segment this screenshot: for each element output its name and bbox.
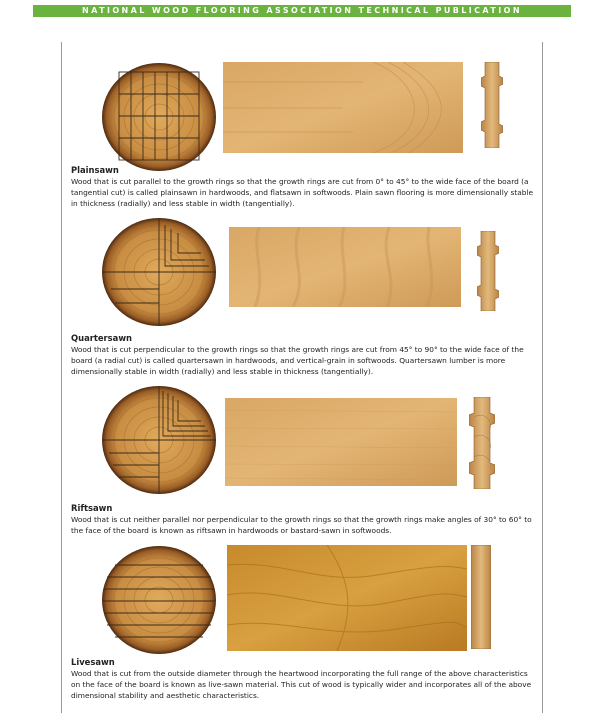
quartersawn-profile-sample xyxy=(477,231,499,311)
livesawn-title: Livesawn xyxy=(71,657,115,667)
section-livesawn xyxy=(71,545,536,713)
riftsawn-board-sample xyxy=(225,398,457,486)
left-margin-rule xyxy=(61,42,62,713)
plainsawn-title: Plainsawn xyxy=(71,165,119,175)
livesawn-profile-sample xyxy=(471,545,491,649)
riftsawn-description: Wood that is cut neither parallel nor perpendicular to the growth rings so that the growth rings make angles of 30° to 60° to the face of the board is known as riftsawn in hardwoods or bastard-sawn in softwoods. xyxy=(71,515,532,535)
livesawn-description: Wood that is cut from the outside diameter through the heartwood incorporating the full range of the above characteristics on the face of the board is known as live-sawn material. This cut of wood is typically wider and incorporates all of the above dimensional stability and aesthetic characteristics. xyxy=(71,669,532,700)
plainsawn-log-diagram xyxy=(101,62,217,172)
section-plainsawn xyxy=(71,62,536,212)
quartersawn-title: Quartersawn xyxy=(71,333,133,343)
riftsawn-profile-sample xyxy=(469,397,495,489)
livesawn-log-diagram xyxy=(101,545,217,655)
publication-banner: NATIONAL WOOD FLOORING ASSOCIATION TECHNICAL PUBLICATION xyxy=(33,5,571,17)
quartersawn-description: Wood that is cut perpendicular to the growth rings so that the growth rings are cut from 45° to 90° to the wide face of the board (a radial cut) is called quartersawn in hardwoods, and vertical-grain in softwoods. Quartersawn lumber is more dimensionally stable in width (radially) and less stable in thickness (tangentially). xyxy=(71,345,524,376)
plainsawn-description: Wood that is cut parallel to the growth rings so that the growth rings are cut from 0° to 45° to the wide face of the board (a tangential cut) is called plainsawn in hardwoods, and flatsawn in softwoods. Plain sawn flooring is more dimensionally stable in thickness (radially) and less stable in width (tangentially). xyxy=(71,177,534,208)
livesawn-board-sample xyxy=(227,545,467,651)
riftsawn-title: Riftsawn xyxy=(71,503,113,513)
section-riftsawn xyxy=(71,385,536,537)
riftsawn-log-diagram xyxy=(101,385,217,495)
right-margin-rule xyxy=(542,42,543,713)
plainsawn-board-sample xyxy=(223,62,463,153)
plainsawn-profile-sample xyxy=(481,62,503,148)
section-quartersawn xyxy=(71,217,536,379)
quartersawn-log-diagram xyxy=(101,217,217,327)
quartersawn-board-sample xyxy=(229,227,461,307)
